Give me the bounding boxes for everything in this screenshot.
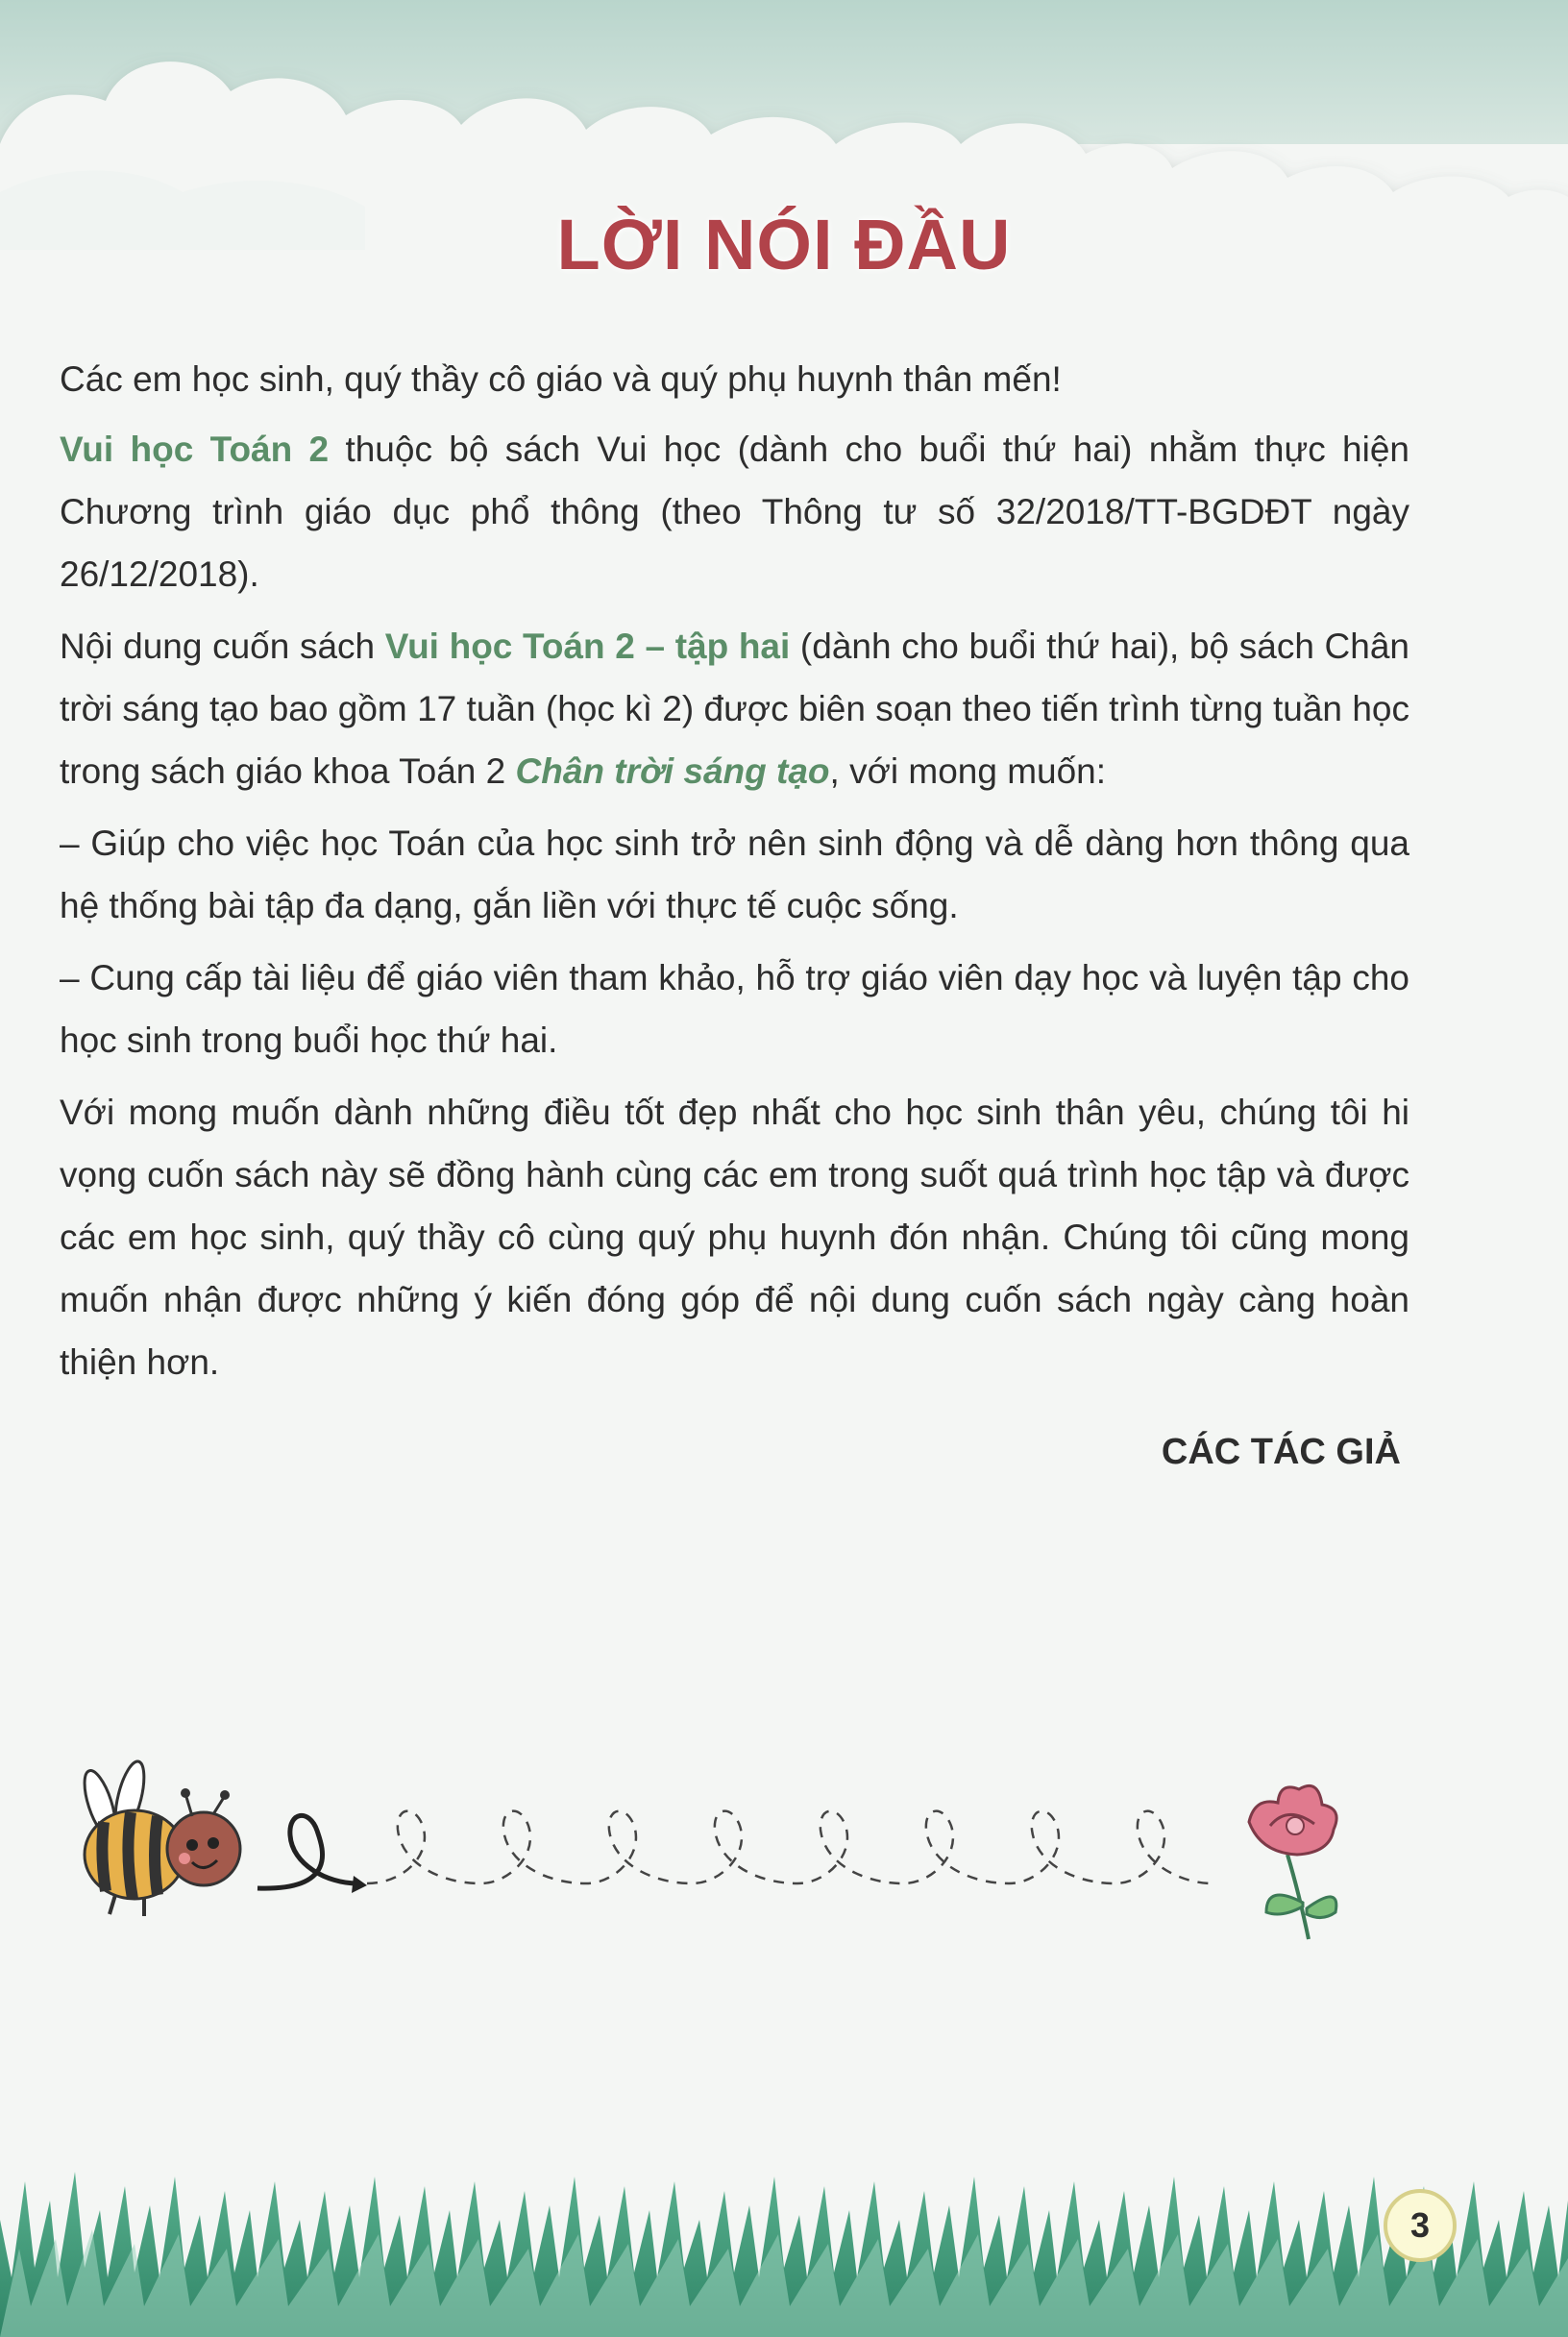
book-name: Vui học Toán 2	[60, 430, 330, 469]
preface-body	[60, 348, 1409, 1403]
paragraph-content-text-a: Nội dung cuốn sách	[60, 627, 385, 666]
paragraph-content	[60, 615, 1409, 802]
author-signature: CÁC TÁC GIẢ	[1161, 1432, 1401, 1472]
paragraph-intro	[60, 418, 1409, 605]
bee-icon	[78, 1759, 240, 1916]
paragraph-content-text-b: (dành cho buổi thứ hai), bộ sách Chân trời sáng tạo bao gồm 17 tuần (học kì 2) được biên soạn theo tiến trình từng tuần học trong sách giáo khoa Toán 2	[60, 627, 1409, 791]
greeting: Các em học sinh, quý thầy cô giáo và quý phụ huynh thân mến!	[60, 359, 1062, 399]
paragraph-content-text-c: , với mong muốn:	[829, 751, 1107, 791]
page-number: 3	[1384, 2189, 1457, 2262]
paragraph-intro-text: thuộc bộ sách Vui học (dành cho buổi thứ hai) nhằm thực hiện Chương trình giáo dục phổ thông (theo Thông tư số 32/2018/TT-BGDĐT ngày 26/12/2018).	[60, 430, 1409, 594]
series-name: Chân trời sáng tạo	[515, 751, 830, 791]
decoration-row	[0, 1730, 1568, 1951]
book-name-volume: Vui học Toán 2 – tập hai	[384, 627, 791, 666]
flower-icon	[1249, 1785, 1336, 1939]
dashed-loop-path	[257, 1811, 1213, 1893]
bullet-item: – Cung cấp tài liệu để giáo viên tham khảo, hỗ trợ giáo viên dạy học và luyện tập cho học sinh trong buổi học thứ hai.	[60, 958, 1409, 1060]
bullet-item: – Giúp cho việc học Toán của học sinh trở nên sinh động và dễ dàng hơn thông qua hệ thống bài tập đa dạng, gắn liền với thực tế cuộc sống.	[60, 824, 1409, 925]
page-title: LỜI NÓI ĐẦU	[556, 205, 1012, 284]
grass-border	[0, 2162, 1568, 2337]
paragraph-closing: Với mong muốn dành những điều tốt đẹp nhất cho học sinh thân yêu, chúng tôi hi vọng cuốn sách này sẽ đồng hành cùng các em trong suốt quá trình học tập và được các em học sinh, quý thầy cô cùng quý phụ huynh đón nhận. Chúng tôi cũng mong muốn nhận được những ý kiến đóng góp để nội dung cuốn sách ngày càng hoàn thiện hơn.	[60, 1093, 1409, 1382]
